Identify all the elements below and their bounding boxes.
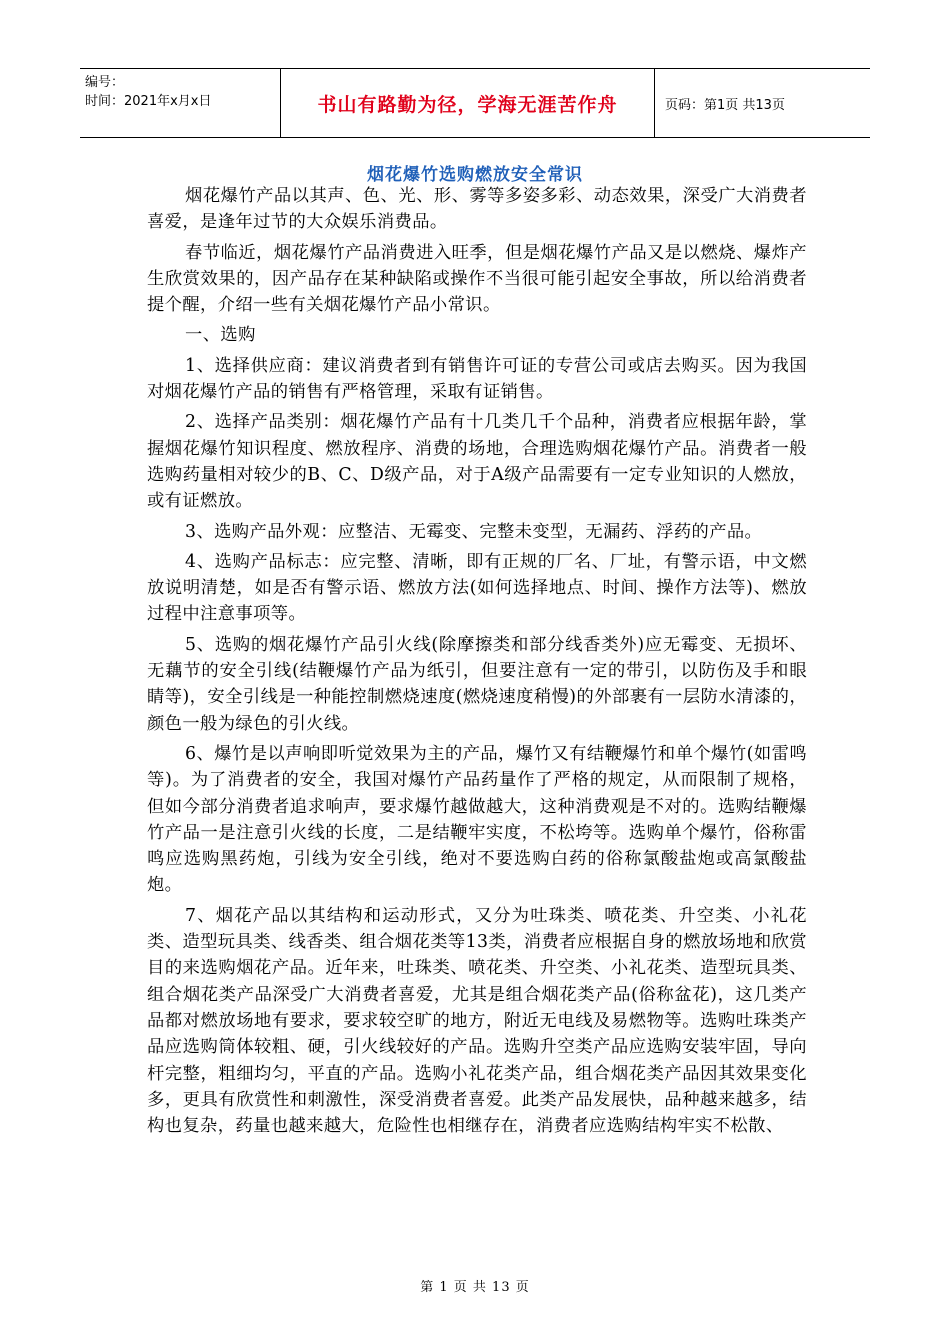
paragraph: 烟花爆竹产品以其声、色、光、形、雾等多姿多彩、动态效果，深受广大消费者喜爱，是逢年过节的大众娱乐消费品。 <box>147 186 807 233</box>
paragraph: 4、选购产品标志：应完整、清晰，即有正规的厂名、厂址，有警示语，中文燃放说明清楚，如是否有警示语、燃放方法(如何选择地点、时间、操作方法等)、燃放过程中注意事项等。 <box>147 551 807 625</box>
paragraph: 1、选择供应商：建议消费者到有销售许可证的专营公司或店去购买。因为我国对烟花爆竹产品的销售有严格管理，采取有证销售。 <box>147 355 807 403</box>
paragraph: 2、选择产品类别：烟花爆竹产品有十几类几千个品种，消费者应根据年龄，掌握烟花爆竹知识程度、燃放程序、消费的场地，合理选购烟花爆竹产品。消费者一般选购药量相对较少的B、C、D级产品，对于A级产品需要有一定专业知识的人燃放，或有证燃放。 <box>147 412 807 512</box>
paragraph: 3、选购产品外观：应整洁、无霉变、完整未变型，无漏药、浮药的产品。 <box>185 521 763 542</box>
document-title: 烟花爆竹选购燃放安全常识 <box>367 165 583 185</box>
time-label: 时间：2021年x月x日 <box>85 94 212 109</box>
header-motto <box>281 69 655 137</box>
paragraph: 春节临近，烟花爆竹产品消费进入旺季，但是烟花爆竹产品又是以燃烧、爆炸产生欣赏效果的，因产品存在某种缺陷或操作不当很可能引起安全事故，所以给消费者提个醒，介绍一些有关烟花爆竹产品小常识。 <box>147 242 807 316</box>
page-label: 页码：第1页 共13页 <box>665 97 785 113</box>
header-page <box>655 69 870 137</box>
code-label: 编号： <box>85 75 125 90</box>
motto-text: 书山有路勤为径，学海无涯苦作舟 <box>317 93 618 116</box>
page-footer: 第 1 页 共 13 页 <box>420 1280 530 1295</box>
paragraph: 6、爆竹是以声响即听觉效果为主的产品，爆竹又有结鞭爆竹和单个爆竹(如雷鸣等)。为了消费者的安全，我国对爆竹产品药量作了严格的规定，从而限制了规格，但如今部分消费者追求响声，要求爆竹越做越大，这种消费观是不对的。选购结鞭爆竹产品一是注意引火线的长度，二是结鞭牢实度，不松垮等。选购单个爆竹，俗称雷鸣应选购黑药炮，引线为安全引线，绝对不要选购白药的俗称氯酸盐炮或高氯酸盐炮。 <box>147 743 807 896</box>
section-heading: 一、选购 <box>185 325 256 346</box>
page-header <box>80 68 870 138</box>
header-meta <box>80 69 281 137</box>
document-body <box>147 183 807 1143</box>
paragraph: 7、烟花产品以其结构和运动形式，又分为吐珠类、喷花类、升空类、小礼花类、造型玩具类、线香类、组合烟花类等13类，消费者应根据自身的燃放场地和欣赏目的来选购烟花产品。近年来，吐珠类、喷花类、升空类、小礼花类、造型玩具类、组合烟花类产品深受广大消费者喜爱，尤其是组合烟花类产品(俗称盆花)，这几类产品都对燃放场地有要求，要求较空旷的地方，附近无电线及易燃物等。选购吐珠类产品应选购筒体较粗、硬，引火线较好的产品。选购升空类产品应选购安装牢固，导向杆完整，粗细均匀，平直的产品。选购小礼花类产品，组合烟花类产品因其效果变化多，更具有欣赏性和刺激性，深受消费者喜爱。此类产品发展快，品种越来越多，结构也复杂，药量也越来越大，危险性也相继存在，消费者应选购结构牢实不松散、 <box>147 905 807 1137</box>
paragraph: 5、选购的烟花爆竹产品引火线(除摩擦类和部分线香类外)应无霉变、无损坏、无藕节的安全引线(结鞭爆竹产品为纸引，但要注意有一定的带引，以防伤及手和眼睛等)，安全引线是一种能控制燃烧速度(燃烧速度稍慢)的外部裹有一层防水清漆的，颜色一般为绿色的引火线。 <box>147 634 807 734</box>
